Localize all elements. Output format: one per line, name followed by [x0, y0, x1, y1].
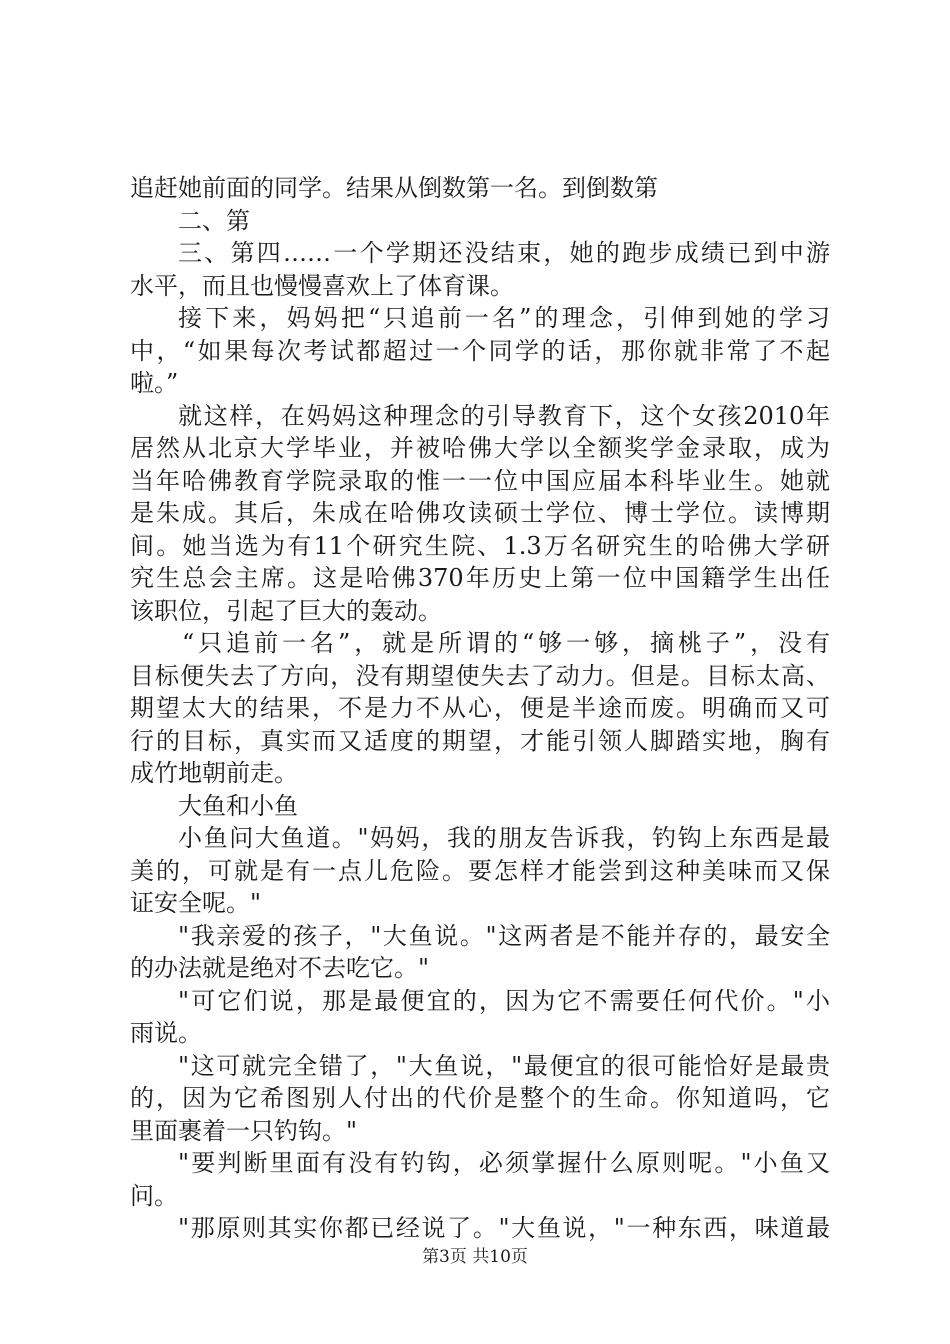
text-line: 当年哈佛教育学院录取的惟一一位中国应届本科毕业生。她就 [130, 466, 830, 495]
page-footer [0, 1242, 950, 1267]
text-line: 行的目标，真实而又适度的期望，才能引领人脚踏实地，胸有 [130, 726, 830, 755]
text-line: "这可就完全错了，"大鱼说，"最便宜的很可能恰好是最贵 [178, 1051, 830, 1080]
text-line: 证安全呢。" [130, 889, 262, 917]
text-line: "可它们说，那是最便宜的，因为它不需要任何代价。"小 [178, 986, 830, 1015]
text-line: 小鱼问大鱼道。"妈妈，我的朋友告诉我，钓钩上东西是最 [178, 824, 830, 852]
text-line: 问。 [130, 1181, 178, 1210]
text-line: 雨说。 [130, 1019, 202, 1047]
text-line: 追赶她前面的同学。结果从倒数第一名。到倒数第 [130, 174, 658, 202]
document-body [130, 172, 830, 1245]
text-line: 接下来，妈妈把“只追前一名”的理念，引伸到她的学习 [178, 304, 830, 332]
text-line: 间。她当选为有11个研究生院、1.3万名研究生的哈佛大学研 [130, 531, 830, 560]
text-line: 期望太大的结果，不是力不从心，便是半途而废。明确而又可 [130, 694, 830, 722]
text-line: 水平，而且也慢慢喜欢上了体育课。 [130, 271, 514, 300]
text-line: 究生总会主席。这是哈佛370年历史上第一位中国籍学生出任 [130, 564, 830, 592]
text-line: "我亲爱的孩子，"大鱼说。"这两者是不能并存的，最安全 [178, 921, 830, 950]
text-line: 居然从北京大学毕业，并被哈佛大学以全额奖学金录取，成为 [130, 434, 830, 462]
section-heading: 大鱼和小鱼 [178, 791, 298, 820]
text-line: 二、第 [178, 206, 250, 235]
text-line: 目标便失去了方向，没有期望使失去了动力。但是。目标太高、 [130, 661, 830, 690]
text-line: 中，“如果每次考试都超过一个同学的话，那你就非常了不起 [130, 336, 830, 365]
text-line: 成竹地朝前走。 [130, 759, 298, 787]
text-line: "要判断里面有没有钓钩，必须掌握什么原则呢。"小鱼又 [178, 1149, 830, 1177]
text-line: “只追前一名”，就是所谓的“够一够，摘桃子”，没有 [182, 629, 830, 657]
text-line: 美的，可就是有一点儿危险。要怎样才能尝到这种美味而又保 [130, 856, 830, 885]
text-line: 里面裹着一只钓钩。" [130, 1116, 358, 1145]
text-line: 的，因为它希图别人付出的代价是整个的生命。你知道吗，它 [130, 1084, 830, 1112]
text-line: 的办法就是绝对不去吃它。" [130, 954, 430, 982]
text-line: "那原则其实你都已经说了。"大鱼说，"一种东西，味道最 [178, 1214, 830, 1242]
text-line: 就这样，在妈妈这种理念的引导教育下，这个女孩2010年 [178, 401, 830, 430]
text-line: 啦。” [130, 369, 179, 397]
text-line: 该职位，引起了巨大的轰动。 [130, 596, 442, 625]
page-number-label: 第3页 共10页 [422, 1247, 528, 1267]
text-line: 是朱成。其后，朱成在哈佛攻读硕士学位、博士学位。读博期 [130, 499, 830, 527]
text-line: 三、第四……一个学期还没结束，她的跑步成绩已到中游 [178, 239, 830, 267]
